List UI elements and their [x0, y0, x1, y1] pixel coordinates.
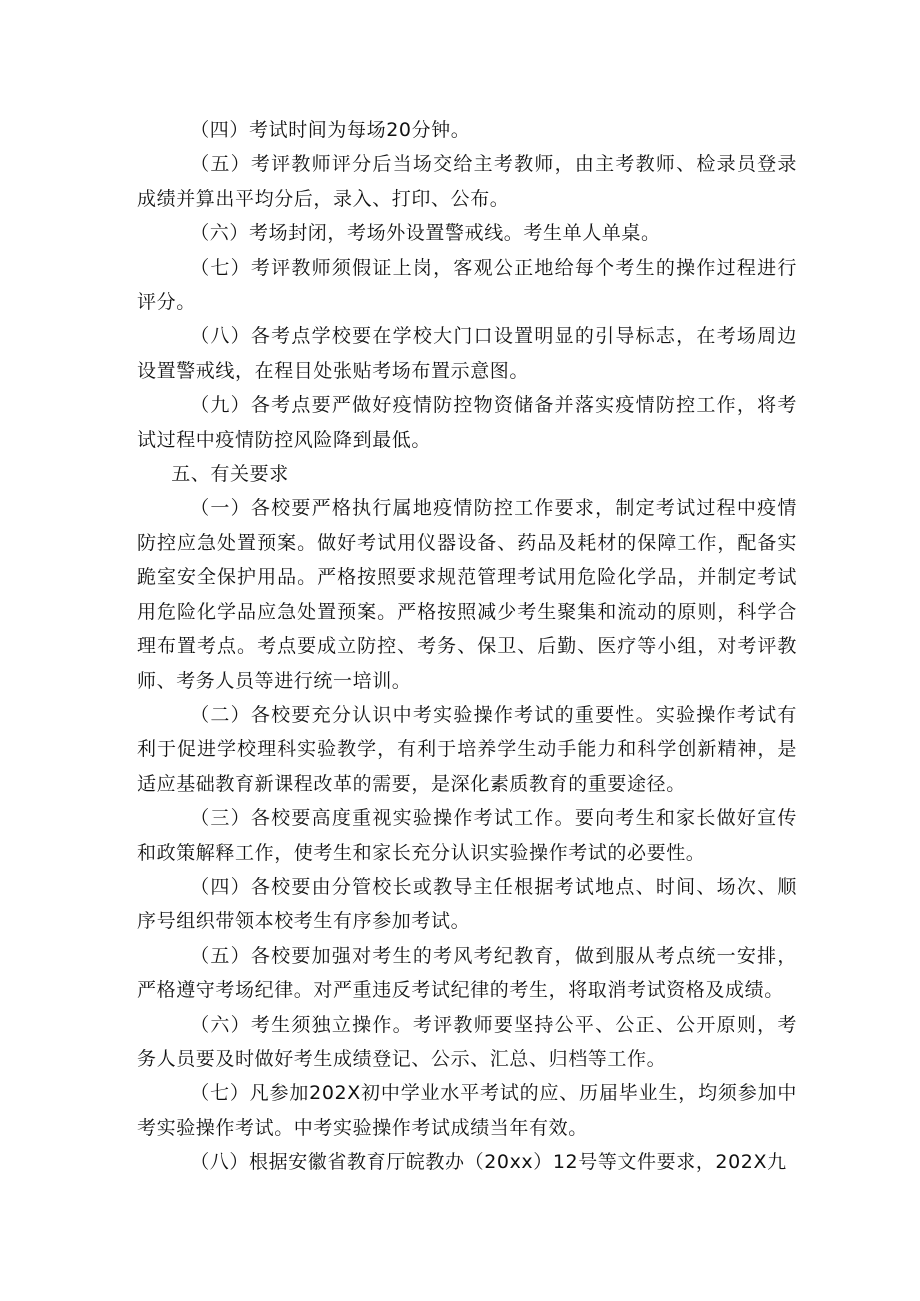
requirement-2: （二）各校要充分认识中考实验操作考试的重要性。实验操作考试有利于促进学校理科实验教学，有利于培养学生动手能力和科学创新精神，是适应基础教育新课程改革的需要，是深化素质教育的重要途径。 — [137, 703, 797, 795]
requirement-8: （八）根据安徽省教育厅皖教办（20xx）12号等文件要求，202X九 — [190, 1151, 787, 1174]
requirement-3: （三）各校要高度重视实验操作考试工作。要向考生和家长做好宣传和政策解释工作，使考生和家长充分认识实验操作考试的必要性。 — [137, 807, 797, 864]
paragraph-4: （四）考试时间为每场20分钟。 — [190, 119, 471, 141]
requirement-7: （七）凡参加202X初中学业水平考试的应、历届毕业生，均须参加中考实验操作考试。中考实验操作考试成绩当年有效。 — [137, 1082, 797, 1139]
requirement-6: （六）考生须独立操作。考评教师要坚持公平、公正、公开原则，考务人员要及时做好考生成绩登记、公示、汇总、归档等工作。 — [137, 1013, 797, 1070]
requirement-4: （四）各校要由分管校长或教导主任根据考试地点、时间、场次、顺序号组织带领本校考生有序参加考试。 — [137, 875, 797, 933]
requirement-1: （一）各校要严格执行属地疫情防控工作要求，制定考试过程中疫情防控应急处置预案。做好考试用仪器设备、药品及耗材的保障工作，配备实跪室安全保护用品。严格按照要求规范管理考试用危险化学品，并制定考试用危险化学品应急处置预案。严格按照减少考生聚集和流动的原则，科学合理布置考点。考点要成立防控、考务、保卫、后勤、医疗等小组，对考评教师、考务人员等进行统一培训。 — [137, 497, 797, 692]
paragraph-5: （五）考评教师评分后当场交给主考教师，由主考教师、检录员登录成绩并算出平均分后，录入、打印、公布。 — [137, 153, 797, 210]
section-heading: 五、有关要求 — [171, 463, 289, 486]
paragraph-6: （六）考场封闭，考场外设置警戒线。考生单人单桌。 — [190, 222, 661, 245]
paragraph-7: （七）考评教师须假证上岗，客观公正地给每个考生的操作过程进行评分。 — [137, 256, 797, 314]
paragraph-9: （九）各考点要严做好疫情防控物资储备并落实疫情防控工作，将考试过程中疫情防控风险降到最低。 — [137, 394, 797, 451]
requirement-5: （五）各校要加强对考生的考风考纪教育，做到服从考点统一安排，严格遵守考场纪律。对严重违反考试纪律的考生，将取消考试资格及成绩。 — [137, 944, 797, 1002]
paragraph-8: （八）各考点学校要在学校大门口设置明显的引导标志，在考场周边设置警戒线，在程目处张贴考场布置示意图。 — [137, 325, 797, 382]
document-body — [137, 113, 797, 1180]
